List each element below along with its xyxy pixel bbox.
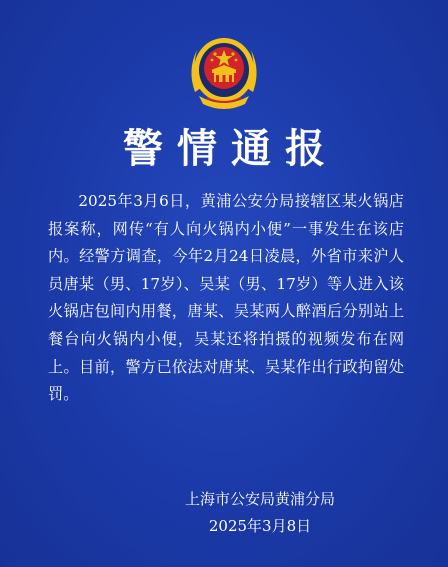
notice-title: 警情通报	[123, 126, 339, 172]
notice-body: 2025年3月6日，黄浦公安分局接辖区某火锅店报案称，网传“有人向火锅内小便”一事发生在该店内。经警方调查，今年2月24日凌晨，外省市来沪人员唐某（男、17岁）、吴某（男、17岁）等人进入该火锅店包间内用餐，唐某、吴某两人醉酒后分别站上餐台向火锅内小便，吴某还将拍摄的视频发布在网上。目前，警方已依法对唐某、吴某作出行政拘留处罚。	[48, 192, 404, 404]
issue-date: 2025年3月8日	[208, 517, 312, 535]
police-emblem-icon	[185, 30, 263, 112]
issuer-name: 上海市公安局黄浦分局	[184, 490, 335, 508]
police-emblem-graphic	[185, 30, 263, 112]
